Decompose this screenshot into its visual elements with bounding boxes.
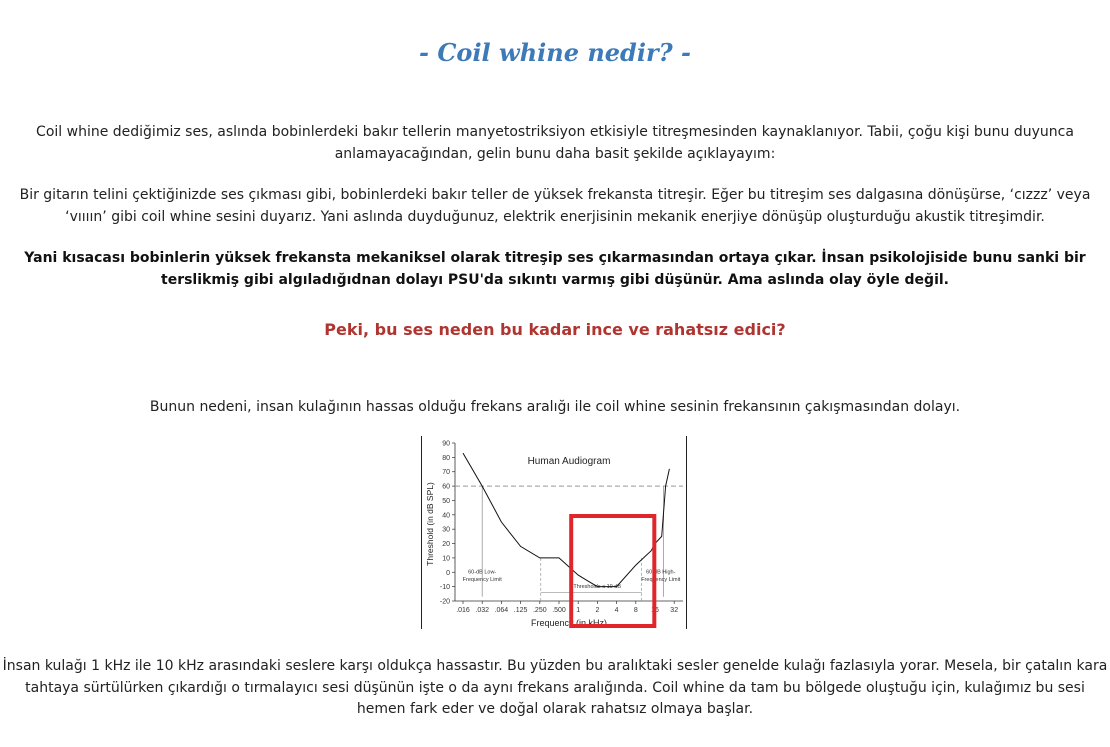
high-limit-label: 60-dB High- [646,569,676,576]
audiogram-series-line [463,453,669,586]
y-tick-label: 50 [442,497,450,505]
y-tick-label: 60 [442,483,450,491]
x-axis-label: Frequency (in kHz) [530,618,608,628]
y-tick-label: 20 [442,541,450,549]
x-tick-label: 16 [651,607,659,614]
y-tick-label: 90 [442,440,450,448]
highlight-box [571,516,654,626]
y-tick-label: 80 [442,454,450,462]
intro-paragraph: Coil whine dediğimiz ses, aslında bobinlerdeki bakır tellerin manyetostriksiyon etkisiyle titreşmesinden kaynaklanıyor. Tabii, çoğu kişi bunu duyunca anlamayacağından, gelin bunu daha basit şekilde açıklayayım: [36,124,1074,162]
thresholds-label: Thresholds ≤ 10 dB [573,584,621,591]
y-tick-label: 70 [442,469,450,477]
page-title: - Coil whine nedir? - [419,38,691,67]
section-subheading: Peki, bu ses neden bu kadar ince ve rahatsız edici? [324,320,786,339]
x-tick-label: 1 [576,607,581,614]
x-tick-label: 4 [614,607,619,614]
sensitivity-paragraph: İnsan kulağı 1 kHz ile 10 kHz arasındaki seslere karşı oldukça hassastır. Bu yüzden bu aralıktaki sesler genelde kulağı fazlasıyla yorar. Mesela, bir çatalın kara tahtaya sürtülürken çıkardığı o tırmalayıcı sesi düşünün işte o da aynı frekans aralığında. Coil whine da tam bu bölgede oluştuğu için, kulağımız bu sesi hemen fark eder ve doğal olarak rahatsız olmaya başlar. [2,658,1108,717]
x-tick-label: .500 [552,607,566,614]
summary-paragraph: Yani kısacası bobinlerin yüksek frekansta mekaniksel olarak titreşip ses çıkarmasından ortaya çıkar. İnsan psikolojiside bunu sanki bir terslikmiş gibi algıladığıdnan dolayı PSU'da sıkıntı varmış gibi düşünür. Ama aslında olay öyle değil. [24,250,1086,288]
x-tick-label: 32 [670,607,679,614]
y-tick-label: -20 [439,598,450,606]
y-axis-label: Threshold (in dB SPL) [425,482,435,566]
x-tick-label: 8 [633,607,638,614]
y-tick-label: 0 [446,569,450,577]
guitar-analogy-paragraph: Bir gitarın telini çektiğinizde ses çıkması gibi, bobinlerdeki bakır teller de yüksek frekansta titreşir. Eğer bu titreşim ses dalgasına dönüşürse, ‘cızzz’ veya ‘vıııın’ gibi coil whine sesini duyarız. Yani aslında duyduğunuz, elektrik enerjisinin mekanik enerjiye dönüşüp oluşturduğu akustik titreşimdir. [19,187,1091,225]
x-tick-label: .064 [494,607,509,614]
y-tick-label: 10 [442,555,450,563]
x-tick-label: .016 [456,607,470,614]
audiogram-chart [421,436,687,629]
x-tick-label: .250 [532,607,547,614]
low-limit-label: Frequency Limit [462,576,502,583]
low-limit-label: 60-dB Low- [468,569,497,576]
x-tick-label: .125 [513,607,528,614]
y-tick-label: 40 [442,512,450,520]
y-tick-label: 30 [442,526,450,534]
audiogram-svg [421,436,687,629]
reason-paragraph: Bunun nedeni, insan kulağının hassas olduğu frekans aralığı ile coil whine sesinin frekansının çakışmasından dolayı. [149,399,961,415]
chart-title: Human Audiogram [527,456,611,467]
x-tick-label: .032 [475,607,490,614]
x-tick-label: 2 [595,607,600,614]
y-tick-label: -10 [439,584,450,592]
high-limit-label: Frequency Limit [641,576,681,583]
